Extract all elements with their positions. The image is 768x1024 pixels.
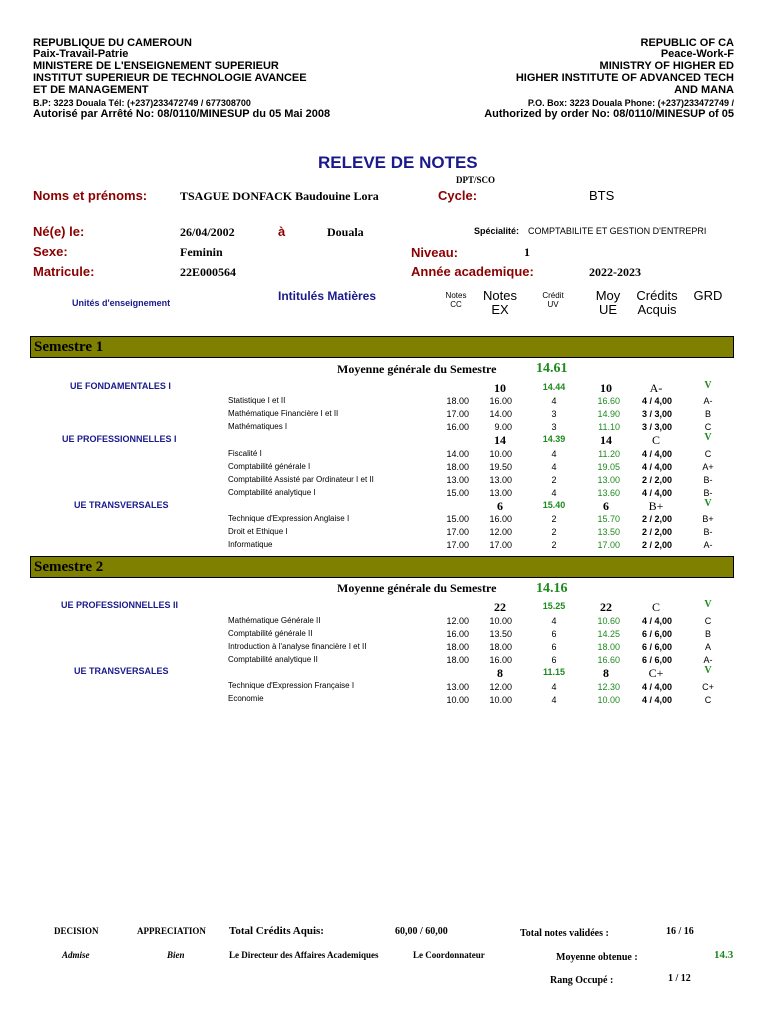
row-uv: 6 — [551, 655, 557, 665]
row-cc: 18.00 — [446, 396, 469, 406]
cycle-value: BTS — [589, 188, 615, 203]
row-moy: 10.60 — [597, 616, 620, 626]
row-ex: 16.00 — [489, 396, 512, 406]
ue-name: UE PROFESSIONNELLES II — [61, 600, 179, 610]
row-ex: 14.00 — [489, 409, 512, 419]
row-acq: 2 / 2,00 — [641, 514, 673, 524]
row-cc: 12.00 — [446, 616, 469, 626]
row-grade: C — [704, 422, 712, 432]
row-cc: 17.00 — [446, 540, 469, 550]
col-uv — [533, 291, 573, 309]
col-moy-line2: UE — [598, 302, 618, 317]
row-matiere: Mathématique Financière I et II — [228, 409, 339, 418]
row-acq: 3 / 3,00 — [641, 409, 673, 419]
semester-title: Semestre 2 — [34, 559, 104, 575]
cycle-label: Cycle: — [438, 188, 478, 203]
row-matiere: Comptabilité générale II — [228, 629, 313, 638]
ue-grade: C — [651, 433, 660, 447]
row-acq: 2 / 2,00 — [641, 475, 673, 485]
header-right-line: Peace-Work-F — [660, 48, 734, 60]
row-moy: 15.70 — [597, 514, 620, 524]
ue-grade: B+ — [648, 499, 664, 513]
row-acq: 2 / 2,00 — [641, 540, 673, 550]
spec-label: Spécialité: — [474, 226, 520, 236]
ue-moy: 14.39 — [542, 434, 566, 444]
col-cc-line2: CC — [450, 300, 462, 309]
ue-acquis: 14 — [600, 433, 612, 447]
col-matiere: Intitulés Matières — [278, 289, 377, 303]
ue-grade: C — [651, 600, 660, 614]
appreciation-value: Bien — [167, 950, 185, 960]
semester-avg: 14.61 — [536, 361, 568, 376]
row-moy: 14.25 — [597, 629, 620, 639]
row-acq: 4 / 4,00 — [641, 449, 673, 459]
row-cc: 15.00 — [446, 488, 469, 498]
col-acq — [630, 289, 684, 317]
born-value: 26/04/2002 — [180, 225, 235, 239]
semester-avg-label: Moyenne générale du Semestre — [337, 581, 497, 595]
validated-label: Total notes validées : — [520, 928, 609, 939]
decision-label: DECISION — [54, 926, 99, 936]
col-acq-line1: Crédits — [636, 288, 678, 303]
row-matiere: Informatique — [228, 540, 273, 549]
header-right-contact: P.O. Box: 3223 Douala Phone: (+237)233472749 / — [527, 98, 734, 108]
ue-credits: 8 — [497, 666, 503, 680]
semester-bar — [30, 336, 734, 358]
ue-grade: A- — [649, 381, 663, 395]
sex-label: Sexe: — [33, 244, 68, 259]
director-label: Le Directeur des Affaires Academiques — [229, 950, 379, 960]
row-ex: 10.00 — [489, 449, 512, 459]
row-cc: 17.00 — [446, 527, 469, 537]
ue-acquis: 22 — [600, 600, 612, 614]
row-matiere: Comptabilité générale I — [228, 462, 311, 471]
row-uv: 4 — [551, 488, 557, 498]
row-moy: 11.10 — [598, 422, 620, 432]
row-cc: 17.00 — [446, 409, 469, 419]
ue-moy: 11.15 — [542, 667, 566, 677]
header-left-line: ET DE MANAGEMENT — [33, 84, 149, 96]
col-uv-line1: Crédit — [542, 291, 564, 300]
student-name: TSAGUE DONFACK Baudouine Lora — [180, 189, 379, 203]
row-matiere: Comptabilité Assisté par Ordinateur I et II — [228, 475, 374, 484]
row-grade: A+ — [702, 462, 714, 472]
credits-value: 60,00 / 60,00 — [395, 926, 448, 937]
row-acq: 3 / 3,00 — [641, 422, 673, 432]
row-grade: C — [704, 449, 712, 459]
row-moy: 14.90 — [597, 409, 620, 419]
row-matiere: Mathématiques I — [228, 422, 288, 431]
row-uv: 4 — [551, 449, 557, 459]
row-moy: 16.60 — [597, 655, 620, 665]
row-matiere: Introduction à l'analyse financière I et II — [228, 642, 367, 651]
row-ex: 10.00 — [489, 616, 512, 626]
ue-acquis: 10 — [600, 381, 612, 395]
row-grade: B — [704, 409, 711, 419]
row-uv: 6 — [551, 642, 557, 652]
row-acq: 2 / 2,00 — [641, 527, 673, 537]
row-uv: 2 — [551, 540, 557, 550]
credits-label: Total Crédits Aquis: — [229, 925, 324, 937]
col-grd: GRD — [693, 288, 723, 303]
row-matiere: Droit et Ethique I — [228, 527, 288, 536]
row-cc: 13.00 — [446, 682, 469, 692]
year-label: Année academique: — [411, 264, 534, 279]
col-ex — [478, 289, 522, 317]
row-grade: A — [704, 642, 711, 652]
row-ex: 9.00 — [494, 422, 512, 432]
row-cc: 13.00 — [446, 475, 469, 485]
header-right-line: HIGHER INSTITUTE OF ADVANCED TECH — [515, 72, 734, 84]
col-ex-line2: EX — [491, 302, 509, 317]
row-matiere: Statistique I et II — [228, 396, 286, 405]
ue-acquis: 8 — [603, 666, 609, 680]
row-cc: 18.00 — [446, 642, 469, 652]
ue-name: UE TRANSVERSALES — [74, 666, 169, 676]
year-value: 2022-2023 — [589, 265, 641, 279]
header-left-line: INSTITUT SUPERIEUR DE TECHNOLOGIE AVANCEE — [33, 72, 307, 84]
row-ex: 12.00 — [489, 682, 512, 692]
col-moy — [586, 289, 630, 317]
ue-status: V — [704, 380, 712, 391]
row-uv: 4 — [551, 396, 557, 406]
moyenne-label: Moyenne obtenue : — [556, 952, 638, 963]
ue-moy: 15.40 — [542, 500, 566, 510]
row-cc: 10.00 — [446, 695, 469, 705]
semester-avg: 14.16 — [536, 581, 568, 596]
col-cc-line1: Notes — [445, 291, 467, 300]
matricule-label: Matricule: — [33, 264, 95, 279]
decision-value: Admise — [62, 950, 90, 960]
validated-value: 16 / 16 — [666, 926, 694, 937]
row-grade: B- — [703, 475, 713, 485]
row-ex: 13.50 — [489, 629, 512, 639]
row-moy: 13.60 — [597, 488, 620, 498]
row-acq: 4 / 4,00 — [641, 396, 673, 406]
row-cc: 14.00 — [446, 449, 469, 459]
semester-bar — [30, 556, 734, 578]
row-matiere: Comptabilité analytique I — [228, 488, 316, 497]
rang-value: 1 / 12 — [668, 973, 691, 984]
row-matiere: Fiscalité I — [228, 449, 262, 458]
name-label: Noms et prénoms: — [33, 188, 148, 203]
row-moy: 17.00 — [597, 540, 620, 550]
dept-label: DPT/SCO — [456, 175, 496, 185]
header-left-line: MINISTERE DE L'ENSEIGNEMENT SUPERIEUR — [33, 60, 279, 72]
ue-moy: 15.25 — [542, 601, 566, 611]
ue-name: UE FONDAMENTALES I — [70, 381, 171, 391]
moyenne-value: 14.3 — [714, 949, 734, 961]
row-uv: 3 — [551, 409, 557, 419]
ue-acquis: 6 — [603, 499, 609, 513]
semester-title: Semestre 1 — [34, 339, 104, 355]
place-value: Douala — [327, 225, 364, 239]
header-left-line: Paix-Travail-Patrie — [33, 48, 129, 60]
row-acq: 6 / 6,00 — [641, 629, 673, 639]
header-left-line: REPUBLIQUE DU CAMEROUN — [33, 37, 192, 49]
row-grade: B- — [703, 527, 713, 537]
header-left-contact: B.P: 3223 Douala Tél: (+237)233472749 / 677308700 — [33, 98, 251, 108]
header-right-line: MINISTRY OF HIGHER ED — [599, 60, 734, 72]
row-uv: 4 — [551, 695, 557, 705]
row-matiere: Technique d'Expression Anglaise I — [228, 514, 350, 523]
col-uv-line2: UV — [547, 300, 559, 309]
row-cc: 16.00 — [446, 422, 469, 432]
row-moy: 16.60 — [597, 396, 620, 406]
row-acq: 4 / 4,00 — [641, 695, 673, 705]
row-acq: 4 / 4,00 — [641, 616, 673, 626]
row-grade: C — [704, 616, 712, 626]
ue-name: UE PROFESSIONNELLES I — [62, 434, 177, 444]
row-matiere: Technique d'Expression Française I — [228, 681, 355, 690]
row-grade: A- — [703, 655, 713, 665]
ue-credits: 10 — [494, 381, 506, 395]
row-moy: 18.00 — [597, 642, 620, 652]
col-cc — [436, 291, 476, 309]
semester-avg-label: Moyenne générale du Semestre — [337, 362, 497, 376]
row-uv: 6 — [551, 629, 557, 639]
col-ex-line1: Notes — [483, 288, 517, 303]
row-cc: 16.00 — [446, 629, 469, 639]
coordinator-label: Le Coordonnateur — [413, 950, 485, 960]
born-label: Né(e) le: — [33, 224, 85, 239]
row-grade: B- — [703, 488, 713, 498]
row-moy: 12.30 — [597, 682, 620, 692]
row-cc: 18.00 — [446, 655, 469, 665]
ue-status: V — [704, 498, 712, 509]
sex-value: Feminin — [180, 245, 223, 259]
row-matiere: Comptabilité analytique II — [228, 655, 318, 664]
ue-status: V — [704, 599, 712, 610]
row-matiere: Mathématique Générale II — [228, 616, 321, 625]
row-grade: B — [704, 629, 711, 639]
header-right-auth: Authorized by order No: 08/0110/MINESUP of 05 — [484, 108, 734, 120]
level-label: Niveau: — [411, 245, 458, 260]
row-ex: 10.00 — [489, 695, 512, 705]
row-moy: 11.20 — [598, 449, 620, 459]
ue-credits: 6 — [497, 499, 503, 513]
ue-name: UE TRANSVERSALES — [74, 500, 169, 510]
row-grade: C — [704, 695, 712, 705]
row-moy: 10.00 — [597, 695, 620, 705]
row-ex: 16.00 — [489, 655, 512, 665]
row-cc: 15.00 — [446, 514, 469, 524]
row-moy: 13.50 — [597, 527, 620, 537]
ue-status: V — [704, 665, 712, 676]
row-ex: 12.00 — [489, 527, 512, 537]
row-cc: 18.00 — [446, 462, 469, 472]
row-ex: 19.50 — [489, 462, 512, 472]
col-moy-line1: Moy — [595, 288, 621, 303]
header-left-auth: Autorisé par Arrêté No: 08/0110/MINESUP du 05 Mai 2008 — [33, 108, 331, 120]
col-acq-line2: Acquis — [637, 302, 677, 317]
row-grade: B+ — [702, 514, 714, 524]
row-uv: 4 — [551, 616, 557, 626]
at-label: à — [278, 224, 286, 239]
row-acq: 6 / 6,00 — [641, 655, 673, 665]
row-uv: 4 — [551, 462, 557, 472]
row-grade: A- — [703, 396, 713, 406]
row-moy: 13.00 — [597, 475, 620, 485]
header-right-line: AND MANA — [674, 84, 734, 96]
row-grade: A- — [703, 540, 713, 550]
row-acq: 6 / 6,00 — [641, 642, 673, 652]
ue-credits: 22 — [494, 600, 506, 614]
row-uv: 3 — [551, 422, 557, 432]
row-ex: 16.00 — [489, 514, 512, 524]
ue-credits: 14 — [494, 433, 506, 447]
row-moy: 19.05 — [597, 462, 620, 472]
row-grade: C+ — [702, 682, 714, 692]
row-acq: 4 / 4,00 — [641, 488, 673, 498]
row-uv: 4 — [551, 682, 557, 692]
rang-label: Rang Occupé : — [550, 975, 614, 986]
row-ex: 13.00 — [489, 475, 512, 485]
ue-grade: C+ — [648, 666, 664, 680]
row-ex: 18.00 — [489, 642, 512, 652]
level-value: 1 — [524, 245, 530, 259]
ue-moy: 14.44 — [542, 382, 566, 392]
row-ex: 13.00 — [489, 488, 512, 498]
header-right-line: REPUBLIC OF CA — [640, 37, 734, 49]
page-title: RELEVE DE NOTES — [318, 153, 478, 172]
row-matiere: Economie — [228, 694, 264, 703]
spec-value: COMPTABILITE ET GESTION D'ENTREPRI — [528, 226, 707, 236]
row-acq: 4 / 4,00 — [641, 682, 673, 692]
row-ex: 17.00 — [489, 540, 512, 550]
row-acq: 4 / 4,00 — [641, 462, 673, 472]
col-ue: Unités d'enseignement — [72, 298, 171, 308]
row-uv: 2 — [551, 514, 557, 524]
matricule-value: 22E000564 — [180, 265, 237, 279]
row-uv: 2 — [551, 527, 557, 537]
appreciation-label: APPRECIATION — [137, 926, 206, 936]
row-uv: 2 — [551, 475, 557, 485]
ue-status: V — [704, 432, 712, 443]
